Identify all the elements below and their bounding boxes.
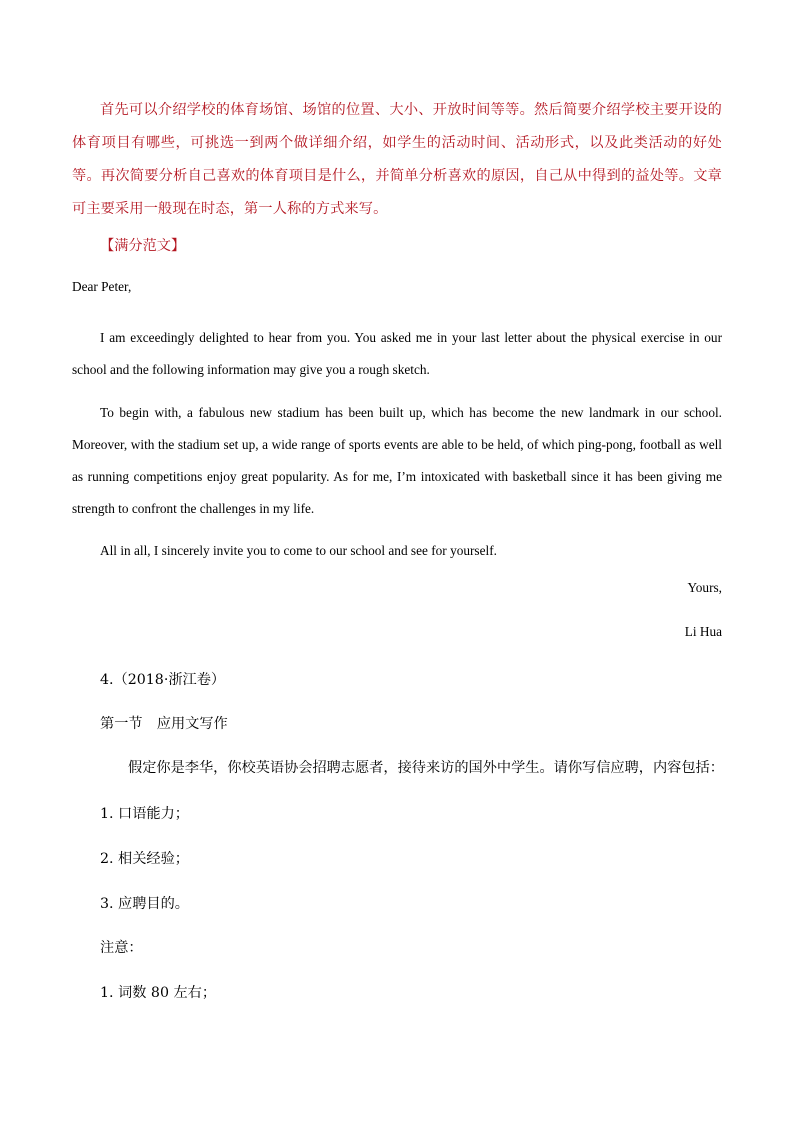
letter-paragraph-3: All in all, I sincerely invite you to come to our school and see for yourself.	[100, 543, 497, 558]
intro-paragraph: 首先可以介绍学校的体育场馆、场馆的位置、大小、开放时间等等。然后简要介绍学校主要开设的体育项目有哪些，可挑选一到两个做详细介绍，如学生的活动时间、活动形式，以及此类活动的好处等。再次简要分析自己喜欢的体育项目是什么，并简单分析喜欢的原因，自己从中得到的益处等。文章可主要采用一般现在时态，第一人称的方式来写。	[72, 102, 722, 217]
letter-signature: Li Hua	[684, 624, 722, 639]
list-item: 3. 应聘目的。	[100, 896, 189, 912]
note-item: 1. 词数 80 左右；	[100, 985, 217, 1001]
list-item: 1. 口语能力；	[100, 806, 189, 822]
letter-closing: Yours,	[687, 580, 722, 595]
letter-paragraph-1: I am exceedingly delighted to hear from you. You asked me in your last letter about the physical exercise in our school and the following information may give you a rough sketch.	[72, 330, 722, 377]
section-title: 第一节 应用文写作	[100, 716, 228, 732]
question-prompt: 假定你是李华，你校英语协会招聘志愿者，接待来访的国外中学生。请你写信应聘，内容包括：	[128, 760, 724, 776]
letter-paragraph-2: To begin with, a fabulous new stadium has been built up, which has become the new landmark in our school. Moreover, with the stadium set up, a wide range of sports events are able to be held, of which ping-pong, football as well as running competitions enjoy great popularity. As for me, I’m intoxicated with basketball since it has been giving me strength to confront the challenges in my life.	[72, 405, 722, 516]
notes-label: 注意：	[100, 940, 143, 956]
sample-heading: 【满分范文】	[100, 238, 186, 254]
letter-greeting: Dear Peter,	[72, 279, 132, 294]
question-number: 4.（2018·浙江卷）	[100, 672, 226, 688]
list-item: 2. 相关经验；	[100, 851, 189, 867]
